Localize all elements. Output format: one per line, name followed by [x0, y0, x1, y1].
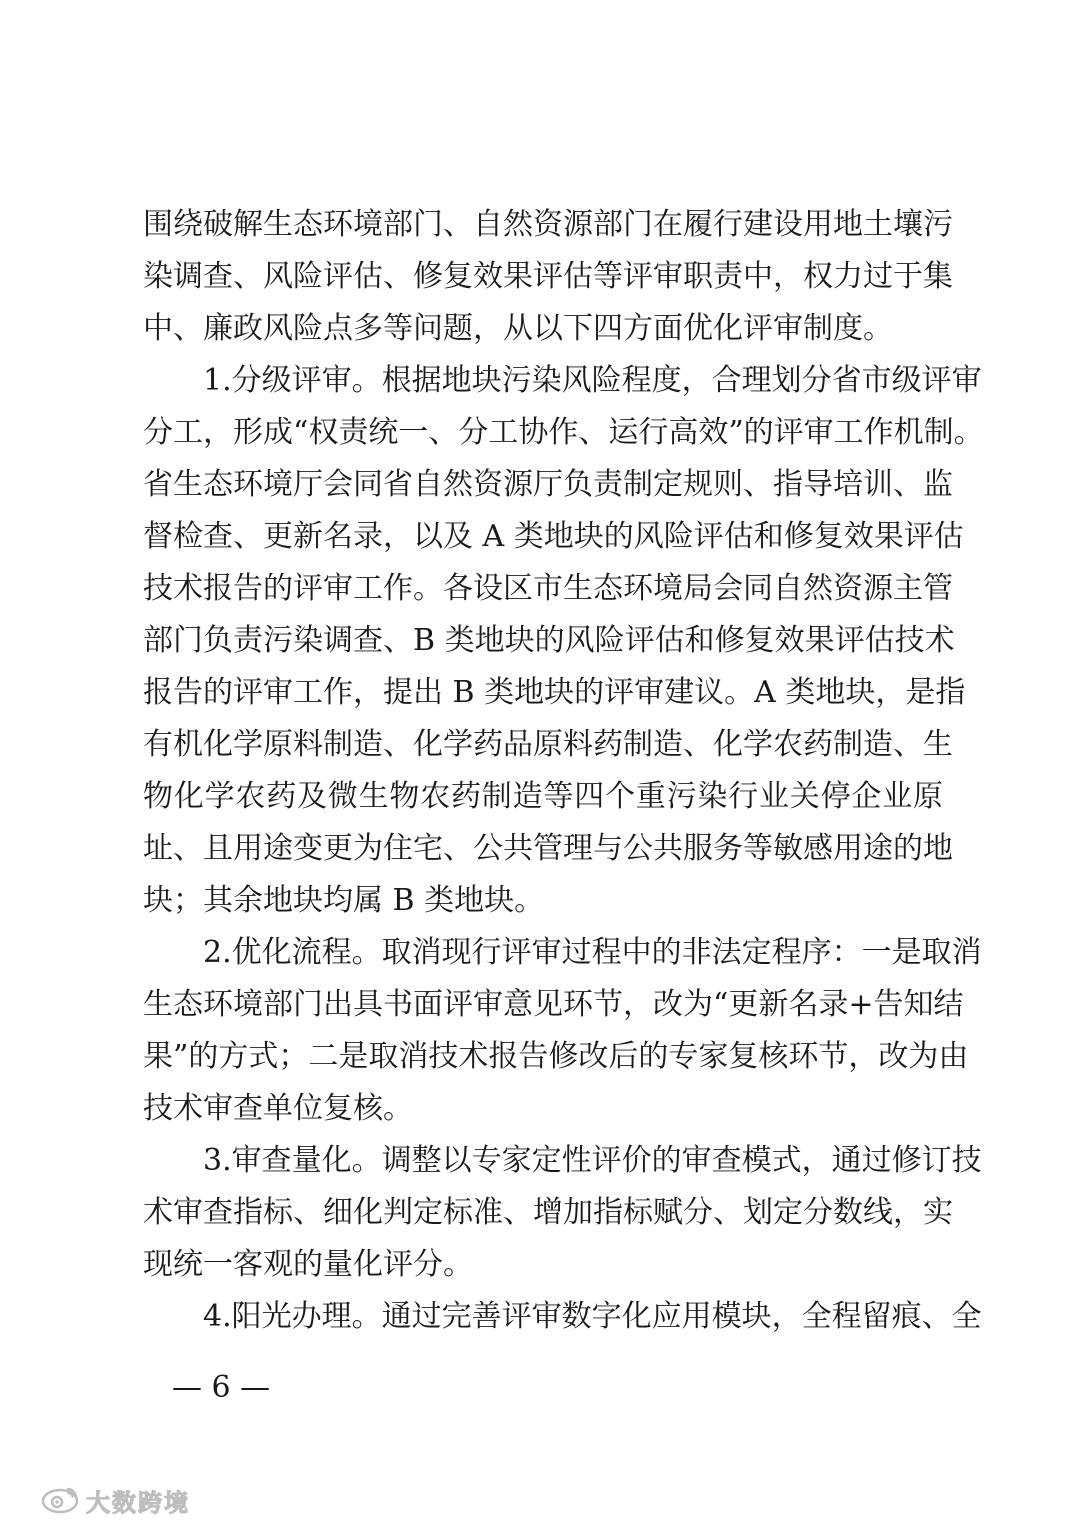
text-line: 有机化学原料制造、化学药品原料药制造、化学农药制造、生	[143, 727, 953, 762]
text-line: 部门负责污染调查、B 类地块的风险评估和修复效果评估技术	[143, 623, 955, 658]
text-line: 染调查、风险评估、修复效果评估等评审职责中，权力过于集	[143, 259, 953, 294]
text-line: 块；其余地块均属 B 类地块。	[143, 883, 545, 918]
text-line: 技术报告的评审工作。各设区市生态环境局会同自然资源主管	[143, 571, 953, 606]
text-line: 现统一客观的量化评分。	[143, 1247, 473, 1282]
text-line: 1.分级评审。根据地块污染风险程度，合理划分省市级评审	[143, 363, 982, 398]
watermark	[40, 1480, 190, 1520]
text-line: 物化学农药及微生物农药制造等四个重污染行业关停企业原	[143, 779, 943, 814]
text-line: 果”的方式；二是取消技术报告修改后的专家复核环节，改为由	[143, 1039, 969, 1074]
text-line: 址、且用途变更为住宅、公共管理与公共服务等敏感用途的地	[143, 831, 953, 866]
text-line: 督检查、更新名录，以及 A 类地块的风险评估和修复效果评估	[143, 519, 964, 554]
text-line: 分工，形成“权责统一、分工协作、运行高效”的评审工作机制。	[143, 415, 984, 450]
text-line: 报告的评审工作，提出 B 类地块的评审建议。A 类地块，是指	[143, 675, 966, 710]
text-line: 省生态环境厅会同省自然资源厅负责制定规则、指导培训、监	[143, 467, 953, 502]
watermark-text: 大数跨境	[86, 1488, 190, 1517]
text-line: 围绕破解生态环境部门、自然资源部门在履行建设用地土壤污	[143, 207, 953, 242]
text-line: 4.阳光办理。通过完善评审数字化应用模块，全程留痕、全	[143, 1299, 982, 1334]
text-line: 2.优化流程。取消现行评审过程中的非法定程序：一是取消	[143, 935, 982, 970]
text-line: 术审查指标、细化判定标准、增加指标赋分、划定分数线，实	[143, 1195, 953, 1230]
weibo-eye-icon	[40, 1485, 80, 1515]
text-line: 技术审查单位复核。	[143, 1091, 413, 1126]
page-number: — 6 —	[172, 1370, 271, 1405]
text-line: 3.审查量化。调整以专家定性评价的审查模式，通过修订技	[143, 1143, 982, 1178]
body-text	[143, 199, 984, 1343]
text-line: 生态环境部门出具书面评审意见环节，改为“更新名录+告知结	[143, 987, 964, 1022]
text-line: 中、廉政风险点多等问题，从以下四方面优化评审制度。	[143, 311, 893, 346]
